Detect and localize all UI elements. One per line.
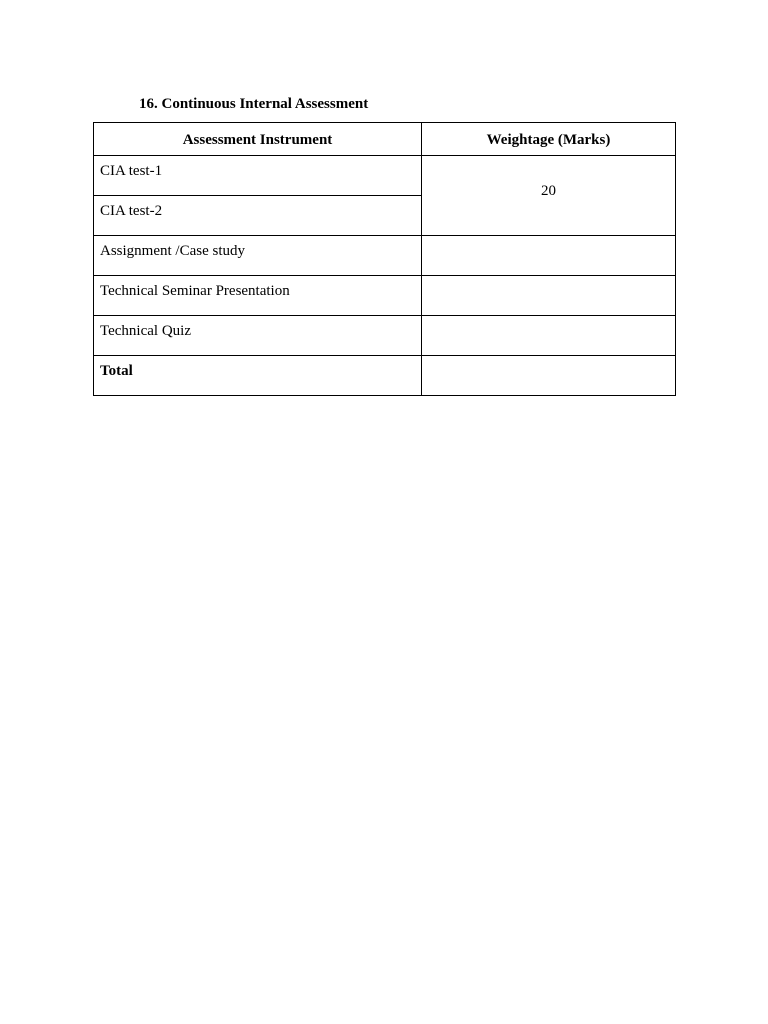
- table-row: [94, 236, 676, 276]
- instrument-cell: CIA test-2: [94, 196, 422, 236]
- total-label-cell: Total: [94, 356, 422, 396]
- instrument-cell: Assignment /Case study: [94, 236, 422, 276]
- assessment-table: [93, 122, 676, 396]
- weightage-cell: [422, 316, 676, 356]
- column-header-weightage: Weightage (Marks): [422, 123, 676, 156]
- table-row: [94, 156, 676, 196]
- instrument-cell: Technical Seminar Presentation: [94, 276, 422, 316]
- table-row-total: [94, 356, 676, 396]
- column-header-instrument: Assessment Instrument: [94, 123, 422, 156]
- table-header-row: [94, 123, 676, 156]
- section-heading: 16. Continuous Internal Assessment: [139, 96, 369, 112]
- table-row: [94, 276, 676, 316]
- table-row: [94, 316, 676, 356]
- instrument-cell: Technical Quiz: [94, 316, 422, 356]
- total-value-cell: [422, 356, 676, 396]
- weightage-cell: [422, 236, 676, 276]
- weightage-cell: [422, 276, 676, 316]
- weightage-cell-cia-tests: 20: [422, 156, 676, 236]
- instrument-cell: CIA test-1: [94, 156, 422, 196]
